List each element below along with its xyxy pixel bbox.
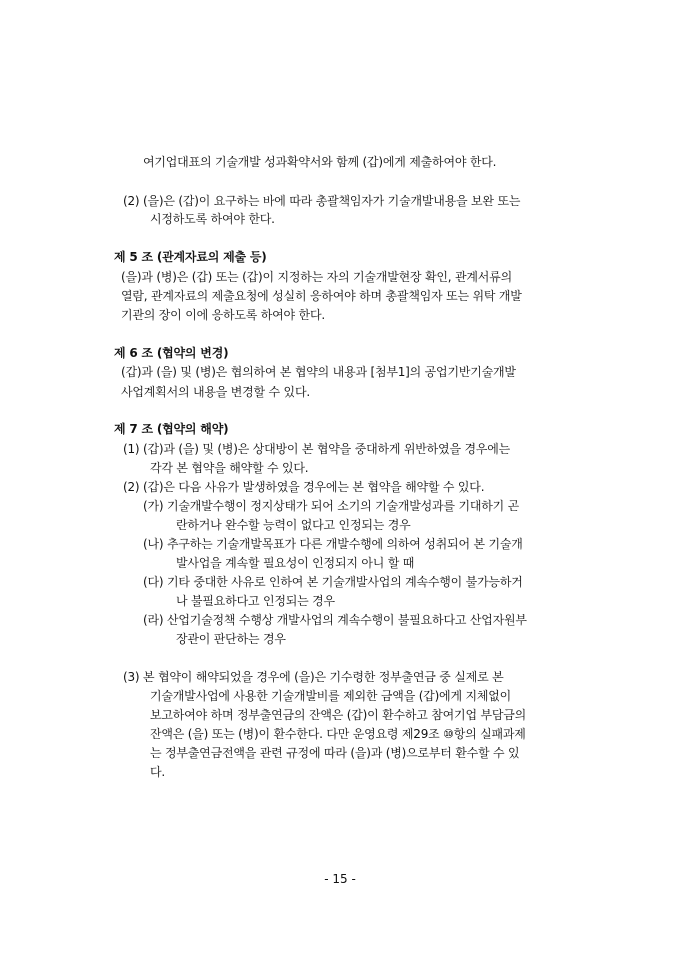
article-7-subitem-da-line-2: 나 불필요하다고 인정되는 경우 [176, 594, 335, 608]
article-6-title: 제 6 조 (협약의 변경) [114, 346, 229, 360]
article-7-item-3-line-2: 기술개발사업에 사용한 기술개발비를 제외한 금액을 (갑)에게 지체없이 [150, 689, 512, 703]
article-7-subitem-na-line-1: (나) 추구하는 기술개발목표가 다른 개발수행에 의하여 성취되어 본 기술개 [143, 537, 523, 551]
article-7-item-3-line-6: 다. [150, 765, 166, 779]
article-7-subitem-na-line-2: 발사업을 계속할 필요성이 인정되지 아니 할 때 [176, 556, 415, 570]
article-5-line-1: (을)과 (병)은 (갑) 또는 (갑)이 지정하는 자의 기술개발현장 확인, 관계서류의 [121, 270, 512, 284]
article-7-subitem-ga-line-2: 란하거나 완수할 능력이 없다고 인정되는 경우 [176, 518, 411, 532]
article-5-line-2: 열람, 관계자료의 제출요청에 성실히 응하여야 하며 총괄책임자 또는 위탁 개발 [121, 289, 522, 303]
intro-item-2-line-1: (2) (을)은 (갑)이 요구하는 바에 따라 총괄책임자가 기술개발내용을 보완 또는 [123, 194, 521, 208]
intro-item-2-line-2: 시정하도록 하여야 한다. [150, 212, 275, 226]
article-6-line-2: 사업계획서의 내용을 변경할 수 있다. [121, 385, 310, 399]
article-7-item-2-line-1: (2) (갑)은 다음 사유가 발생하였을 경우에는 본 협약을 해약할 수 있다. [123, 480, 485, 494]
article-7-title: 제 7 조 (협약의 해약) [114, 422, 229, 436]
article-7-subitem-ga-line-1: (가) 기술개발수행이 정지상태가 되어 소기의 기술개발성과를 기대하기 곤 [143, 499, 520, 513]
page-number: - 15 - [324, 872, 356, 886]
article-7-item-3-line-3: 보고하여야 하며 정부출연금의 잔액은 (갑)이 환수하고 참여기업 부담금의 [150, 708, 527, 722]
article-7-item-3-line-1: (3) 본 협약이 해약되었을 경우에 (을)은 기수령한 정부출연금 중 실제로 본 [123, 670, 504, 684]
article-7-item-1-line-2: 각각 본 협약을 해약할 수 있다. [150, 461, 309, 475]
article-5-title: 제 5 조 (관계자료의 제출 등) [114, 250, 267, 264]
article-7-subitem-ra-line-2: 장관이 판단하는 경우 [176, 632, 286, 646]
article-7-subitem-ra-line-1: (라) 산업기술정책 수행상 개발사업의 계속수행이 불필요하다고 산업자원부 [143, 613, 527, 627]
article-7-item-3-line-4: 잔액은 (을) 또는 (병)이 환수한다. 다만 운영요령 제29조 ⑩항의 실패과제 [150, 727, 526, 741]
article-6-line-1: (갑)과 (을) 및 (병)은 협의하여 본 협약의 내용과 [첨부1]의 공업기반기술개발 [121, 365, 516, 379]
intro-line: 여기업대표의 기술개발 성과확약서와 함께 (갑)에게 제출하여야 한다. [143, 155, 497, 169]
article-5-line-3: 기관의 장이 이에 응하도록 하여야 한다. [121, 308, 325, 322]
article-7-item-3-line-5: 는 정부출연금전액을 관련 규정에 따라 (을)과 (병)으로부터 환수할 수 있 [150, 746, 520, 760]
article-7-subitem-da-line-1: (다) 기타 중대한 사유로 인하여 본 기술개발사업의 계속수행이 불가능하거 [143, 575, 523, 589]
article-7-item-1-line-1: (1) (갑)과 (을) 및 (병)은 상대방이 본 협약을 중대하게 위반하였을 경우에는 [123, 442, 511, 456]
